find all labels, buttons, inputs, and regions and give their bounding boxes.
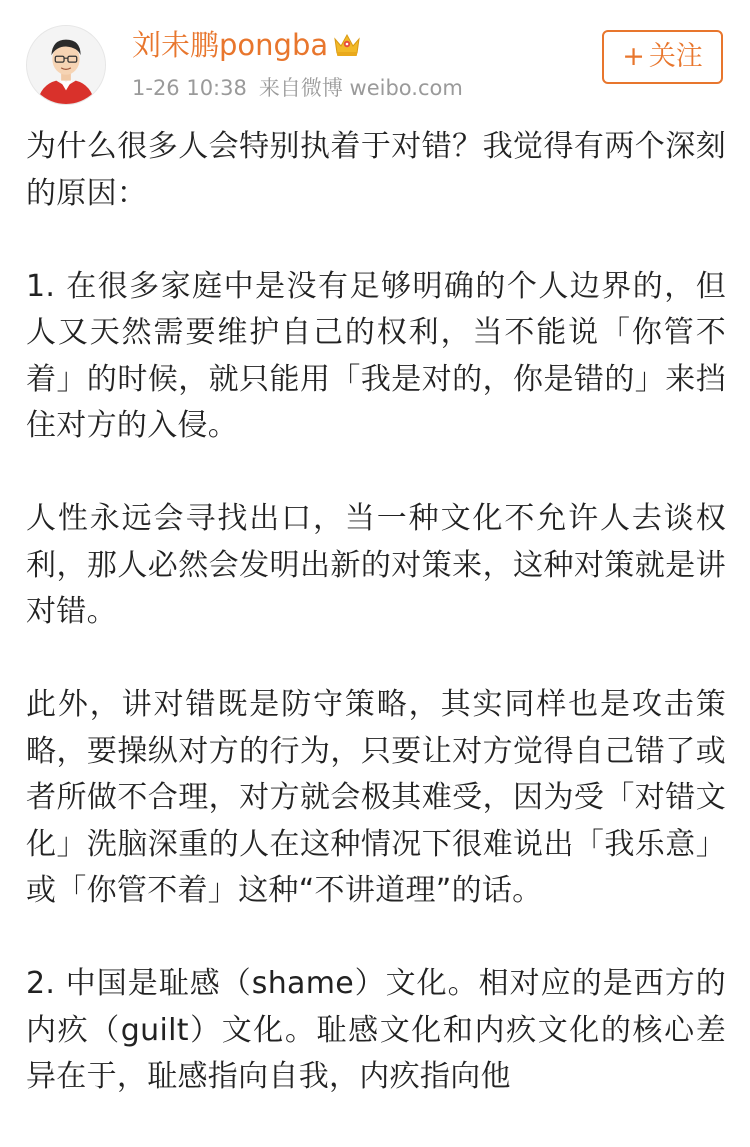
post-time: 1-26 10:38 [132,76,247,100]
post-paragraph: 为什么很多人会特别执着于对错？我觉得有两个深刻的原因： [26,129,726,211]
post-header [0,0,750,120]
post-content [26,124,726,1147]
author-name[interactable] [132,26,362,67]
post-meta [132,74,463,102]
avatar[interactable] [26,25,106,105]
avatar-illustration [27,26,105,104]
post-paragraph: 2. 中国是耻感（shame）文化。相对应的是西方的内疚（guilt）文化。耻感文化和内疚文化的核心差异在于，耻感指向自我，内疚指向他 [26,966,726,1094]
author-name-text[interactable]: 刘未鹏pongba [132,28,329,62]
follow-label: 关注 [648,41,703,72]
post-paragraph: 人性永远会寻找出口，当一种文化不允许人去谈权利，那人必然会发明出新的对策来，这种对策就是讲对错。 [26,501,726,629]
post-paragraph: 此外，讲对错既是防守策略，其实同样也是攻击策略，要操纵对方的行为，只要让对方觉得自己错了或者所做不合理，对方就会极其难受，因为受「对错文化」洗脑深重的人在这种情况下很难说出「我乐意」或「你管不着」这种“不讲道理”的话。 [26,687,726,908]
follow-button[interactable] [602,30,723,84]
post-paragraph: 1. 在很多家庭中是没有足够明确的个人边界的，但人又天然需要维护自己的权利，当不能说「你管不着」的时候，就只能用「我是对的，你是错的」来挡住对方的入侵。 [26,268,726,443]
post-source: 来自微博 weibo.com [258,76,463,100]
crown-icon [332,29,362,67]
plus-icon: + [622,41,645,72]
